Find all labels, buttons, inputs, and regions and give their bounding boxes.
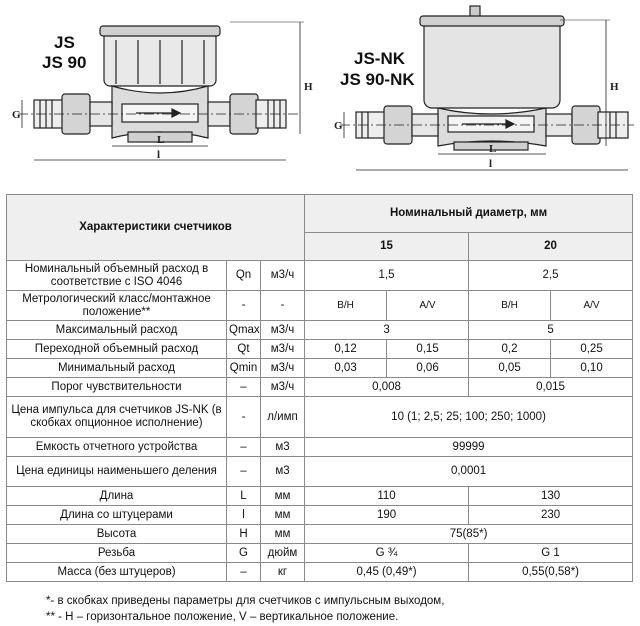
value-dn15-b: A/V xyxy=(387,291,469,321)
value-all: 10 (1; 2,5; 25; 100; 250; 1000) xyxy=(305,397,633,438)
row-symbol: - xyxy=(227,397,261,438)
value-dn20-a: 0,05 xyxy=(469,359,551,378)
row-symbol: Qmax xyxy=(227,321,261,340)
table-row xyxy=(7,340,633,359)
row-name: Емкость отчетного устройства xyxy=(7,438,227,457)
row-unit: - xyxy=(261,291,305,321)
header-nominal-diameter: Номинальный диаметр, мм xyxy=(305,195,633,233)
value-dn15: 190 xyxy=(305,506,469,525)
table-row xyxy=(7,291,633,321)
row-name: Максимальный расход xyxy=(7,321,227,340)
row-symbol: – xyxy=(227,563,261,582)
header-characteristics: Характеристики счетчиков xyxy=(7,195,305,261)
row-unit: кг xyxy=(261,563,305,582)
table-row xyxy=(7,544,633,563)
row-name: Минимальный расход xyxy=(7,359,227,378)
row-name: Метрологический класс/монтажное положение** xyxy=(7,291,227,321)
left-model-label-2: JS 90 xyxy=(42,53,87,72)
value-dn20: G 1 xyxy=(469,544,633,563)
row-symbol: – xyxy=(227,378,261,397)
row-unit: м3 xyxy=(261,438,305,457)
left-dim-g: G xyxy=(12,109,21,121)
value-dn15: 1,5 xyxy=(305,261,469,291)
row-name: Высота xyxy=(7,525,227,544)
row-symbol: l xyxy=(227,506,261,525)
value-dn15-a: B/H xyxy=(305,291,387,321)
row-name: Цена импульса для счетчиков JS-NK (в скобках опционное исполнение) xyxy=(7,397,227,438)
value-all: 0,0001 xyxy=(305,457,633,487)
header-dn20: 20 xyxy=(469,233,633,261)
table-row xyxy=(7,563,633,582)
right-dim-g: G xyxy=(334,120,343,132)
row-symbol: – xyxy=(227,438,261,457)
row-name: Масса (без штуцеров) xyxy=(7,563,227,582)
row-unit: мм xyxy=(261,487,305,506)
value-dn20-b: A/V xyxy=(551,291,633,321)
row-name: Длина xyxy=(7,487,227,506)
value-dn15: 0,008 xyxy=(305,378,469,397)
row-symbol: G xyxy=(227,544,261,563)
value-dn15-b: 0,15 xyxy=(387,340,469,359)
value-dn15: G ¾ xyxy=(305,544,469,563)
table-row xyxy=(7,359,633,378)
row-name: Переходной объемный расход xyxy=(7,340,227,359)
footnote-position: ** - H – горизонтальное положение, V – вертикальное положение. xyxy=(46,611,399,623)
row-unit: мм xyxy=(261,525,305,544)
table-row xyxy=(7,457,633,487)
right-dim-l: l xyxy=(489,158,493,170)
table-row xyxy=(7,397,633,438)
value-dn15-a: 0,03 xyxy=(305,359,387,378)
row-unit: мм xyxy=(261,506,305,525)
table-row xyxy=(7,261,633,291)
value-dn20: 230 xyxy=(469,506,633,525)
right-dim-H: H xyxy=(610,81,619,93)
value-dn20: 5 xyxy=(469,321,633,340)
right-dim-L: L xyxy=(489,143,497,155)
row-symbol: – xyxy=(227,457,261,487)
value-all: 75(85*) xyxy=(305,525,633,544)
header-dn15: 15 xyxy=(305,233,469,261)
table-row xyxy=(7,321,633,340)
left-dim-l: l xyxy=(157,149,161,161)
value-dn15-b: 0,06 xyxy=(387,359,469,378)
right-model-label-1: JS-NK xyxy=(354,49,406,68)
value-dn20: 2,5 xyxy=(469,261,633,291)
row-name: Номинальный объемный расход в соответствие с ISO 4046 xyxy=(7,261,227,291)
footnotes xyxy=(46,593,444,625)
footnote-pulse: *- в скобках приведены параметры для счетчиков с импульсным выходом, xyxy=(46,595,445,607)
row-name: Порог чувствительности xyxy=(7,378,227,397)
value-all: 99999 xyxy=(305,438,633,457)
row-unit: м3/ч xyxy=(261,340,305,359)
row-unit: м3/ч xyxy=(261,321,305,340)
row-unit: м3/ч xyxy=(261,261,305,291)
value-dn20-a: 0,2 xyxy=(469,340,551,359)
table-row xyxy=(7,487,633,506)
value-dn20-b: 0,25 xyxy=(551,340,633,359)
meter-drawings xyxy=(0,0,640,188)
specifications-table xyxy=(6,194,633,582)
value-dn15: 0,45 (0,49*) xyxy=(305,563,469,582)
table-header-row xyxy=(7,195,633,233)
table-row xyxy=(7,506,633,525)
row-symbol: - xyxy=(227,291,261,321)
left-model-label-1: JS xyxy=(54,33,75,52)
row-symbol: Qn xyxy=(227,261,261,291)
row-symbol: Qt xyxy=(227,340,261,359)
row-symbol: Qmin xyxy=(227,359,261,378)
row-symbol: L xyxy=(227,487,261,506)
value-dn20: 0,015 xyxy=(469,378,633,397)
left-dim-H: H xyxy=(304,81,313,93)
row-unit: л/имп xyxy=(261,397,305,438)
row-unit: м3/ч xyxy=(261,359,305,378)
value-dn20: 130 xyxy=(469,487,633,506)
table-row xyxy=(7,525,633,544)
value-dn15: 3 xyxy=(305,321,469,340)
row-name: Резьба xyxy=(7,544,227,563)
value-dn20: 0,55(0,58*) xyxy=(469,563,633,582)
table-row xyxy=(7,378,633,397)
row-unit: дюйм xyxy=(261,544,305,563)
value-dn20-a: B/H xyxy=(469,291,551,321)
table-row xyxy=(7,438,633,457)
row-unit: м3 xyxy=(261,457,305,487)
right-model-label-2: JS 90-NK xyxy=(340,70,415,89)
row-unit: м3/ч xyxy=(261,378,305,397)
value-dn15-a: 0,12 xyxy=(305,340,387,359)
value-dn15: 110 xyxy=(305,487,469,506)
row-symbol: H xyxy=(227,525,261,544)
left-dim-L: L xyxy=(157,134,165,146)
row-name: Цена единицы наименьшего деления xyxy=(7,457,227,487)
row-name: Длина со штуцерами xyxy=(7,506,227,525)
value-dn20-b: 0,10 xyxy=(551,359,633,378)
